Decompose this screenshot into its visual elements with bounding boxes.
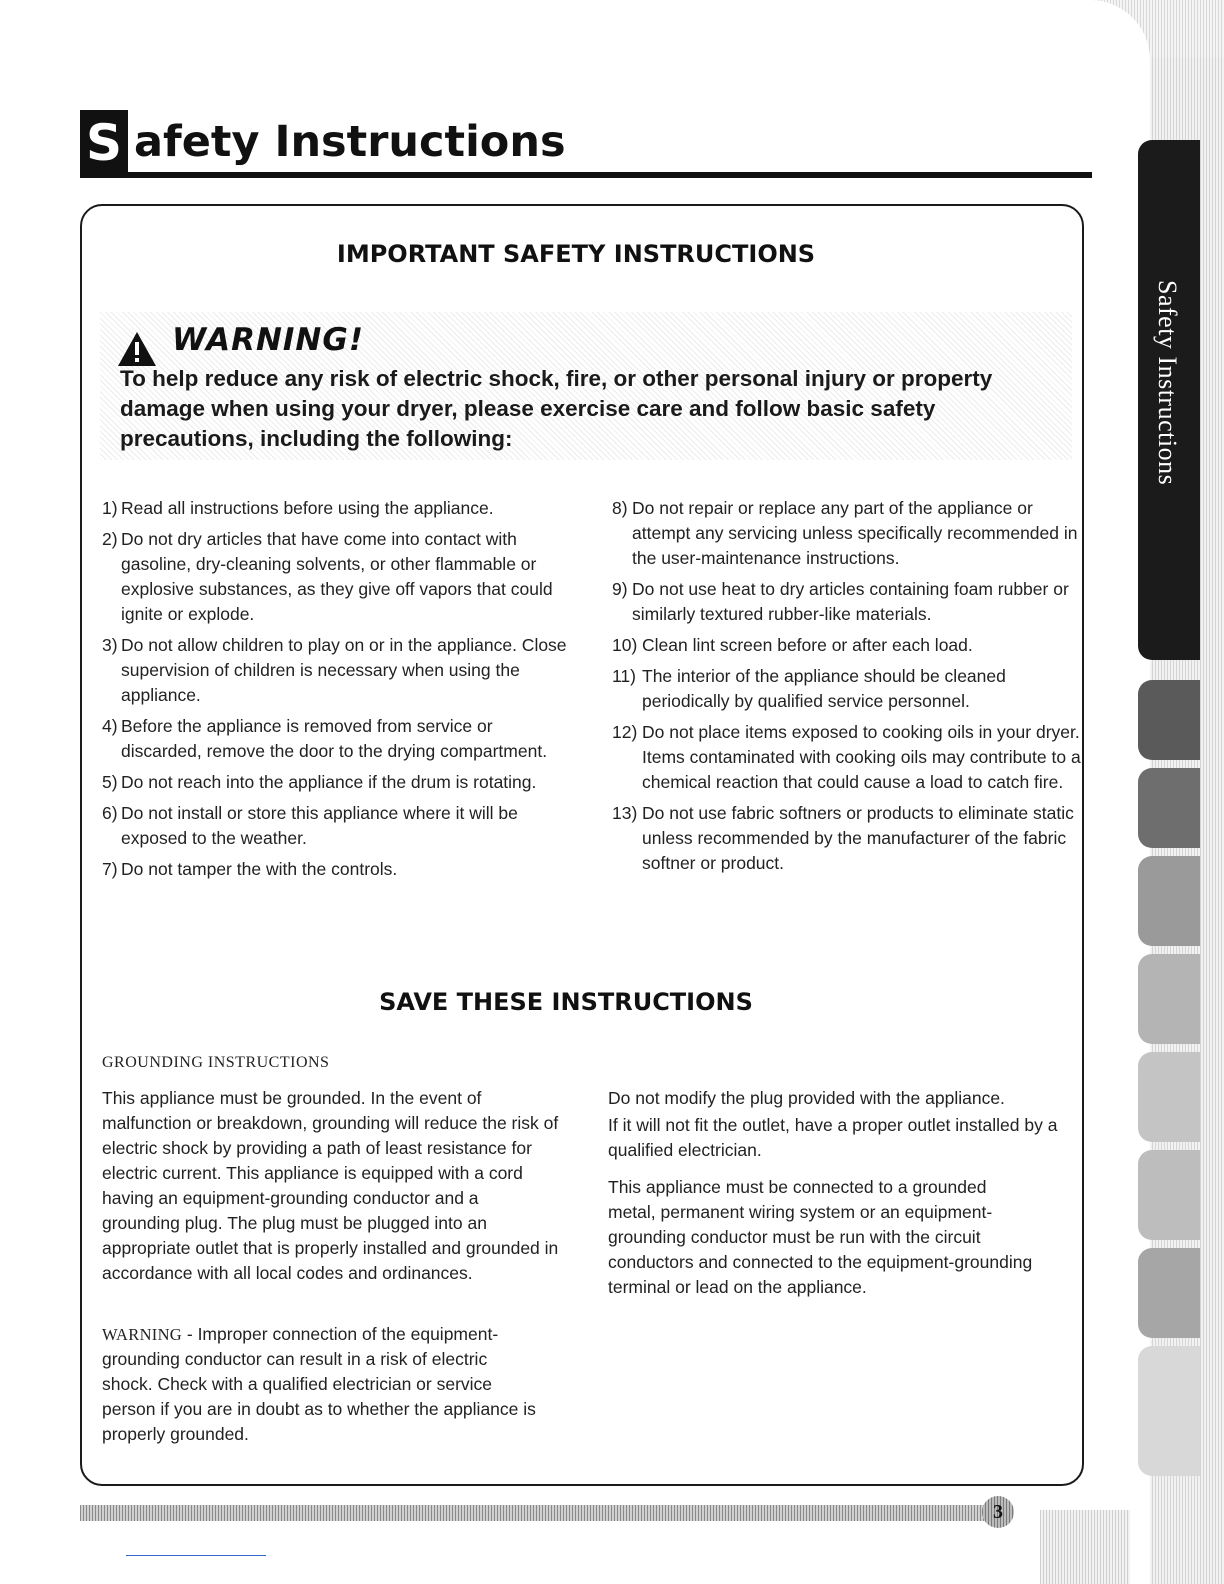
warning-title: WARNING! xyxy=(172,322,364,358)
item-text: Do not install or store this appliance where it will be exposed to the weather. xyxy=(121,803,518,848)
item-text: Do not dry articles that have come into contact with gasoline, dry-cleaning solvents, or other flammable or explosive substances, as they give off vapors that could ignite or explode. xyxy=(121,529,553,624)
grounding-warning-lead: WARNING xyxy=(102,1325,183,1344)
tab-section-8[interactable] xyxy=(1138,1248,1200,1338)
item-text: Do not use heat to dry articles containing foam rubber or similarly textured rubber-like materials. xyxy=(632,579,1069,624)
instructions-list-left xyxy=(102,496,572,888)
item-number: 8) xyxy=(612,498,628,518)
item-text: Read all instructions before using the appliance. xyxy=(121,498,494,518)
item-number: 3) xyxy=(102,635,118,655)
list-item xyxy=(102,714,572,764)
title-rule xyxy=(80,172,1092,178)
item-text: Do not repair or replace any part of the appliance or attempt any servicing unless specifically recommended in the user-maintenance instructions. xyxy=(632,498,1078,568)
tab-section-7[interactable] xyxy=(1138,1150,1200,1240)
wiring-paragraph: This appliance must be connected to a grounded metal, permanent wiring system or an equipment-grounding conductor must be run with the circuit conductors and connected to the equipment-grounding terminal or lead on the appliance. xyxy=(608,1177,1033,1297)
warning-triangle-icon xyxy=(116,330,158,368)
list-item xyxy=(612,720,1082,795)
instructions-list-right xyxy=(612,496,1082,882)
warning-text: To help reduce any risk of electric shock, fire, or other personal injury or property damage when using your dryer, please exercise care and follow basic safety precautions, including the following: xyxy=(120,366,993,451)
plug-paragraph: Do not modify the plug provided with the appliance. xyxy=(608,1088,1005,1108)
item-text: Do not reach into the appliance if the drum is rotating. xyxy=(121,772,537,792)
grounding-heading: GROUNDING INSTRUCTIONS xyxy=(102,1054,330,1071)
item-number: 11) xyxy=(612,666,636,686)
list-item xyxy=(102,633,572,708)
grounding-warning-paragraph xyxy=(102,1322,542,1447)
item-number: 2) xyxy=(102,529,118,549)
grounding-paragraph: This appliance must be grounded. In the event of malfunction or breakdown, grounding will reduce the risk of electric shock by providing a path of least resistance for electric current. This appliance is equipped with a cord having an equipment-grounding conductor and a grounding plug. The plug must be plugged into an appropriate outlet that is properly installed and grounded in accordance with all local codes and ordinances. xyxy=(102,1088,559,1283)
list-item xyxy=(612,664,1082,714)
item-text: Do not allow children to play on or in the appliance. Close supervision of children is necessary when using the appliance. xyxy=(121,635,567,705)
item-number: 5) xyxy=(102,772,118,792)
item-number: 12) xyxy=(612,722,638,742)
item-number: 4) xyxy=(102,716,118,736)
list-item xyxy=(102,801,572,851)
save-instructions-heading: SAVE THESE INSTRUCTIONS xyxy=(379,988,753,1016)
footer-rule xyxy=(80,1505,990,1521)
list-item xyxy=(612,633,1082,658)
list-item xyxy=(102,527,572,627)
item-number: 7) xyxy=(102,859,118,879)
item-text: Do not use fabric softners or products to eliminate static unless recommended by the manufacturer of the fabric softner or product. xyxy=(642,803,1074,873)
list-item xyxy=(612,801,1082,876)
tab-safety-instructions[interactable] xyxy=(1138,140,1200,660)
important-safety-heading: IMPORTANT SAFETY INSTRUCTIONS xyxy=(336,240,816,268)
item-text: The interior of the appliance should be cleaned periodically by qualified service personnel. xyxy=(642,666,1006,711)
item-number: 10) xyxy=(612,635,638,655)
grounding-warning-text: - Improper connection of the equipment-grounding conductor can result in a risk of electric shock. Check with a qualified electrician or service person if you are in doubt as to whether the appliance is properly grounded. xyxy=(102,1324,536,1444)
item-number: 1) xyxy=(102,498,118,518)
list-item xyxy=(102,857,572,882)
tab-section-4[interactable] xyxy=(1138,856,1200,946)
list-item xyxy=(612,577,1082,627)
tab-section-3[interactable] xyxy=(1138,768,1200,848)
list-item xyxy=(612,496,1082,571)
list-item xyxy=(102,496,572,521)
page-title-initial: S xyxy=(80,110,128,176)
page-number: 3 xyxy=(982,1496,1014,1528)
page-title-text: afety Instructions xyxy=(134,117,566,167)
tab-section-2[interactable] xyxy=(1138,680,1200,760)
tab-safety-instructions-label: Safety Instructions xyxy=(1153,280,1182,486)
link-underline xyxy=(126,1555,266,1556)
item-number: 13) xyxy=(612,803,638,823)
outlet-paragraph: If it will not fit the outlet, have a proper outlet installed by a qualified electrician. xyxy=(608,1115,1058,1160)
item-text: Do not place items exposed to cooking oils in your dryer. Items contaminated with cooking oils may contribute to a chemical reaction that could cause a load to catch fire. xyxy=(642,722,1081,792)
footer-decorative-band xyxy=(1040,1510,1130,1584)
item-number: 9) xyxy=(612,579,628,599)
item-number: 6) xyxy=(102,803,118,823)
item-text: Do not tamper the with the controls. xyxy=(121,859,398,879)
item-text: Clean lint screen before or after each load. xyxy=(642,635,973,655)
list-item xyxy=(102,770,572,795)
item-text: Before the appliance is removed from service or discarded, remove the door to the drying compartment. xyxy=(121,716,548,761)
tab-section-6[interactable] xyxy=(1138,1052,1200,1142)
tab-section-9[interactable] xyxy=(1138,1346,1200,1476)
